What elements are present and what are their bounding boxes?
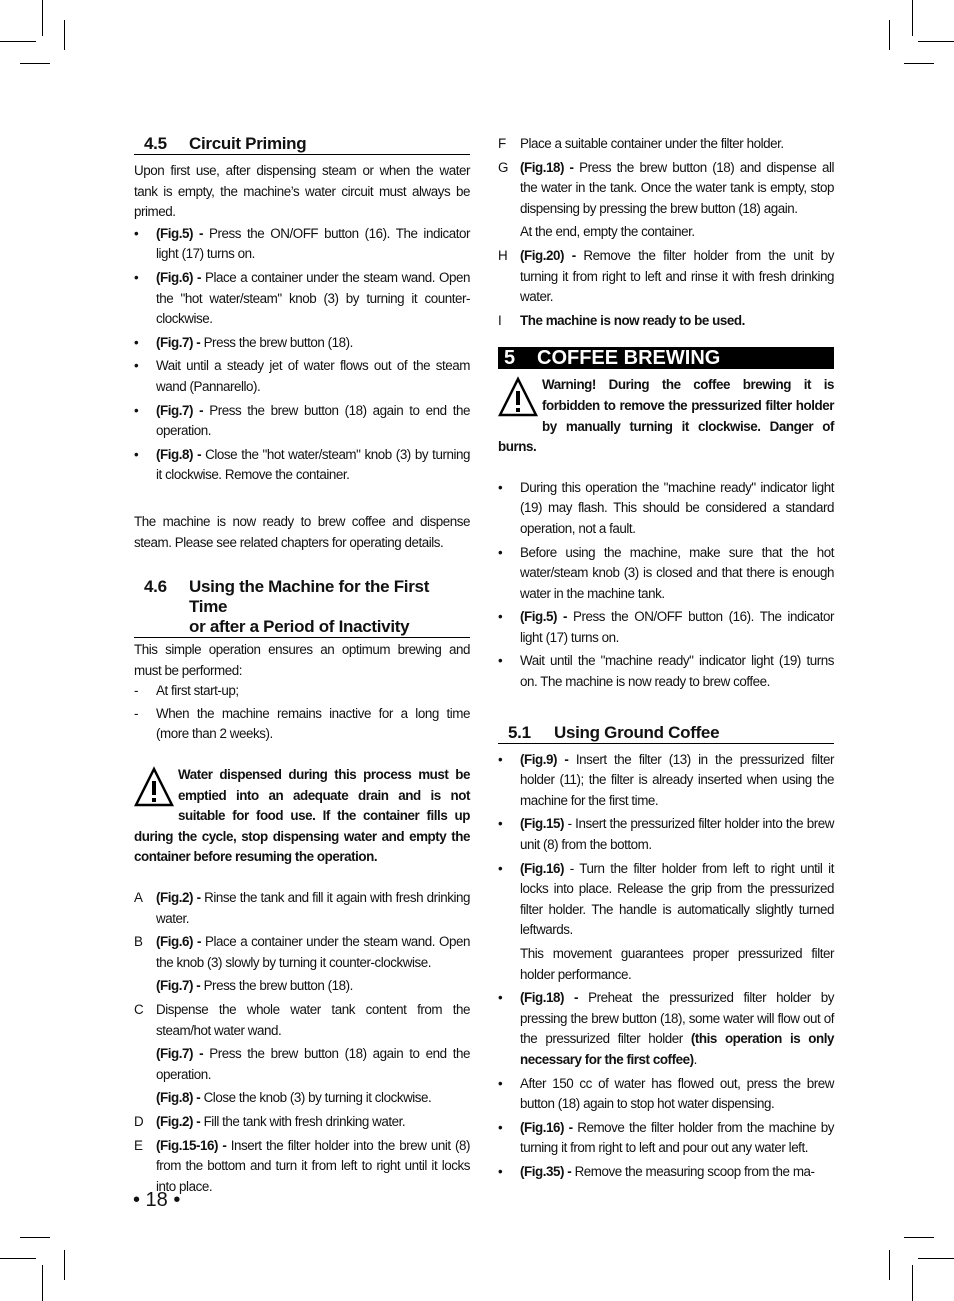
list-marker: • [498, 1163, 503, 1179]
list-item-text: Wait until a steady jet of water flows out of the steam wand (Pannarello). [156, 358, 470, 394]
section-number: 5.1 [508, 722, 531, 742]
crop-mark [42, 1265, 43, 1301]
list-item-text: Insert the filter holder into the brew unit (8) from the bottom and turn it from left to right until it locks into place. [156, 1137, 471, 1194]
figure-reference: (Fig.2) - [156, 890, 205, 906]
figure-reference: (Fig.5) - [156, 225, 210, 241]
list-marker: • [498, 479, 503, 495]
section-number: 5 [504, 347, 516, 370]
list-item-text: Press the brew button (18). [203, 334, 353, 350]
list-marker: D [134, 1113, 144, 1129]
section-title: Using Ground Coffee [554, 722, 720, 742]
list-item [498, 1118, 834, 1159]
list-item-text: Press the brew button (18) again to end the operation. [156, 1046, 470, 1082]
crop-mark [912, 0, 913, 36]
figure-reference: (Fig.15-16) - [156, 1137, 231, 1153]
list-item-text: Preheat the pressurized filter holder by pressing the brew button (18), some water will flow out of the pressurized filter holder [520, 990, 834, 1047]
list-item-text: Before using the machine, make sure that the hot water/steam knob (3) is closed and that there is enough water in the machine tank. [520, 544, 834, 601]
right-column [498, 134, 834, 1183]
bullet-list [134, 224, 470, 486]
list-item [498, 944, 834, 985]
figure-reference: (Fig.8) - [156, 446, 206, 462]
section-number: 4.6 [144, 577, 167, 597]
list-item [498, 246, 834, 308]
list-item [498, 607, 834, 648]
list-item-text: Close the knob (3) by turning it clockwise. [203, 1090, 432, 1106]
list-item [134, 224, 470, 265]
list-marker: - [134, 705, 139, 721]
list-item [134, 1000, 470, 1041]
list-marker: C [134, 1002, 144, 1017]
list-item [498, 1162, 834, 1183]
crop-mark [64, 1250, 65, 1280]
list-item-text: Press the brew button (18) again to end the operation. [156, 402, 470, 439]
list-marker: G [498, 159, 508, 175]
list-item-text: This movement guarantees proper pressurized filter holder performance. [520, 946, 834, 982]
list-marker: A [134, 890, 143, 906]
crop-mark [42, 0, 43, 36]
crop-mark [904, 1237, 934, 1238]
list-item-text: Insert the filter (13) in the pressurized filter holder (11); the filter is already inserted when using the machine for the first time. [520, 751, 834, 808]
dash-list [134, 681, 470, 745]
figure-reference: (Fig.7) - [156, 402, 210, 418]
list-item [134, 932, 470, 973]
warning-text: Warning! During the coffee brewing it is forbidden to remove the pressurized filter holder by manually turning it clockwise. Danger of burns. [498, 377, 834, 455]
list-item-text: - Turn the filter holder from left to right until it locks into place. Release the grip from the pressurized filter holder. The handle is automatically slightly turned leftwards. [520, 860, 834, 938]
list-item [498, 158, 834, 220]
list-marker: B [134, 934, 143, 950]
list-item [498, 311, 834, 332]
crop-mark [918, 1258, 954, 1259]
list-marker: • [134, 358, 139, 374]
list-item-text: At first start-up; [156, 683, 239, 699]
step-list [498, 134, 834, 331]
list-item-text: Place a suitable container under the filter holder. [520, 136, 784, 151]
figure-reference: (Fig.8) - [156, 1090, 204, 1106]
list-item-text: During this operation the "machine ready" indicator light (19) may flash. This should be considered a standard operation, not a fault. [520, 479, 834, 536]
list-marker: F [498, 136, 506, 151]
paragraph: The machine is now ready to brew coffee and dispense steam. Please see related chapters for operating details. [134, 513, 470, 550]
emphasis-text: (this operation is only necessary for the first coffee) [520, 1031, 834, 1067]
list-item-text: Place a container under the steam wand. Open the knob (3) slowly by turning it counter-clockwise. [156, 934, 470, 970]
warning-block [498, 375, 834, 457]
list-item [498, 222, 834, 243]
paragraph: Upon first use, after dispensing steam or when the water tank is empty, the machine’s water circuit must always be primed. [134, 163, 470, 220]
crop-mark [889, 20, 890, 50]
step-list [134, 888, 470, 1197]
list-item-text: When the machine remains inactive for a long time (more than 2 weeks). [156, 705, 470, 742]
section-title: Circuit Priming [189, 134, 307, 153]
crop-mark [20, 63, 50, 64]
list-marker: H [498, 247, 508, 263]
figure-reference: (Fig.16) [520, 860, 570, 876]
figure-reference: (Fig.15) [520, 816, 568, 832]
warning-triangle-icon [134, 765, 174, 809]
figure-reference: (Fig.9) - [520, 751, 576, 767]
list-item [134, 976, 470, 997]
figure-reference: (Fig.7) - [156, 1046, 210, 1062]
list-marker: • [498, 653, 503, 669]
warning-text: Water dispensed during this process must be emptied into an adequate drain and is not suitable for food use. If the container fills up during the cycle, stop dispensing water and empty the container before resuming the operation. [134, 767, 470, 865]
section-heading-4-6 [134, 577, 470, 638]
list-item [498, 1074, 834, 1115]
crop-mark [889, 1250, 890, 1280]
list-marker: • [498, 751, 503, 767]
list-item-text: At the end, empty the container. [520, 224, 695, 240]
crop-mark [64, 20, 65, 50]
list-item [134, 333, 470, 354]
crop-mark [904, 63, 934, 64]
figure-reference: (Fig.18) - [520, 159, 580, 175]
section-heading-5-1 [498, 723, 834, 744]
figure-reference: (Fig.5) - [520, 609, 574, 625]
list-item-text: Wait until the "machine ready" indicator light (19) turns on. The machine is now ready to brew coffee. [520, 653, 834, 690]
list-item [134, 268, 470, 330]
list-item-text: - Insert the pressurized filter holder into the brew unit (8) from the bottom. [520, 816, 834, 853]
figure-reference: (Fig.6) - [156, 269, 205, 285]
section-heading-4-5 [134, 134, 470, 155]
crop-mark [0, 41, 36, 42]
list-item-text: Fill the tank with fresh drinking water. [203, 1113, 406, 1129]
figure-reference: (Fig.2) - [156, 1113, 204, 1129]
list-item [134, 1112, 470, 1133]
list-item [134, 356, 470, 397]
list-item-tail: . [693, 1051, 697, 1067]
list-item-text: Remove the filter holder from the machine by turning it from right to left and pour out any water left. [520, 1119, 834, 1156]
list-item-text: Place a container under the steam wand. Open the "hot water/steam" knob (3) by turning it counter-clockwise. [156, 269, 470, 327]
list-marker: • [498, 860, 503, 876]
list-item [498, 651, 834, 692]
list-marker: I [498, 312, 502, 328]
list-item [134, 704, 470, 745]
list-item [134, 401, 470, 442]
left-column [134, 134, 470, 1197]
list-item-text: After 150 cc of water has flowed out, press the brew button (18) again to stop hot water dispensing. [520, 1075, 834, 1112]
list-item-text: Rinse the tank and fill it again with fresh drinking water. [156, 890, 470, 926]
crop-mark [918, 41, 954, 42]
warning-triangle-icon [498, 375, 538, 419]
list-item-text: Press the ON/OFF button (16). The indicator light (17) turns on. [156, 225, 470, 262]
section-heading-5 [498, 347, 834, 369]
crop-mark [912, 1265, 913, 1301]
list-marker: • [498, 544, 503, 560]
figure-reference: (Fig.16) - [520, 1119, 578, 1135]
paragraph: This simple operation ensures an optimum brewing and must be performed: [134, 642, 470, 678]
list-marker: • [134, 446, 139, 462]
list-item-text: Press the brew button (18) and dispense all the water in the tank. Once the water tank is empty, stop dispensing by pressing the brew button (18) again. [520, 159, 834, 216]
list-item [134, 1136, 470, 1198]
figure-reference: (Fig.6) - [156, 934, 205, 950]
bullet-list [498, 750, 834, 1183]
figure-reference: (Fig.20) - [520, 247, 584, 263]
warning-block [134, 765, 470, 868]
list-marker: • [498, 1119, 503, 1135]
list-marker: • [134, 225, 139, 241]
list-item [134, 1088, 470, 1109]
figure-reference: The machine is now ready to be used. [520, 312, 745, 328]
list-item-text: Close the "hot water/steam" knob (3) by turning it clockwise. Remove the container. [156, 446, 470, 483]
list-item [134, 1044, 470, 1085]
list-item [498, 134, 834, 155]
page-number: • 18 • [133, 1189, 181, 1211]
list-marker: E [134, 1137, 143, 1153]
crop-mark [0, 1258, 36, 1259]
list-marker: • [498, 1075, 503, 1091]
figure-reference: (Fig.18) - [520, 990, 589, 1006]
figure-reference: (Fig.35) - [520, 1163, 575, 1179]
list-marker: - [134, 683, 139, 699]
list-marker: • [134, 402, 139, 418]
list-item [134, 445, 470, 486]
crop-mark [20, 1237, 50, 1238]
list-marker: • [498, 609, 503, 625]
bullet-list [498, 478, 834, 693]
list-item [134, 888, 470, 929]
list-item-text: Press the brew button (18). [203, 978, 353, 994]
list-marker: • [498, 816, 503, 832]
list-item-text: Dispense the whole water tank content from the steam/hot water wand. [156, 1002, 470, 1038]
list-item [498, 988, 834, 1070]
list-item-text: Remove the measuring scoop from the ma- [574, 1163, 815, 1179]
figure-reference: (Fig.7) - [156, 334, 204, 350]
list-item [498, 750, 834, 812]
list-marker: • [498, 990, 503, 1006]
list-marker: • [134, 334, 139, 350]
list-item [498, 543, 834, 605]
list-item [498, 478, 834, 540]
list-item [498, 814, 834, 855]
section-number: 4.5 [144, 134, 167, 153]
section-title: or after a Period of Inactivity [189, 617, 410, 637]
list-item-text: Remove the filter holder from the unit by turning it from right to left and rinse it with fresh drinking water. [520, 247, 834, 305]
list-item [498, 859, 834, 941]
list-item-text: Press the ON/OFF button (16). The indicator light (17) turns on. [520, 609, 834, 645]
section-title: COFFEE BREWING [537, 347, 721, 370]
list-item [134, 681, 470, 702]
section-title: Using the Machine for the First Time [189, 577, 430, 617]
figure-reference: (Fig.7) - [156, 978, 204, 994]
list-marker: • [134, 269, 139, 285]
